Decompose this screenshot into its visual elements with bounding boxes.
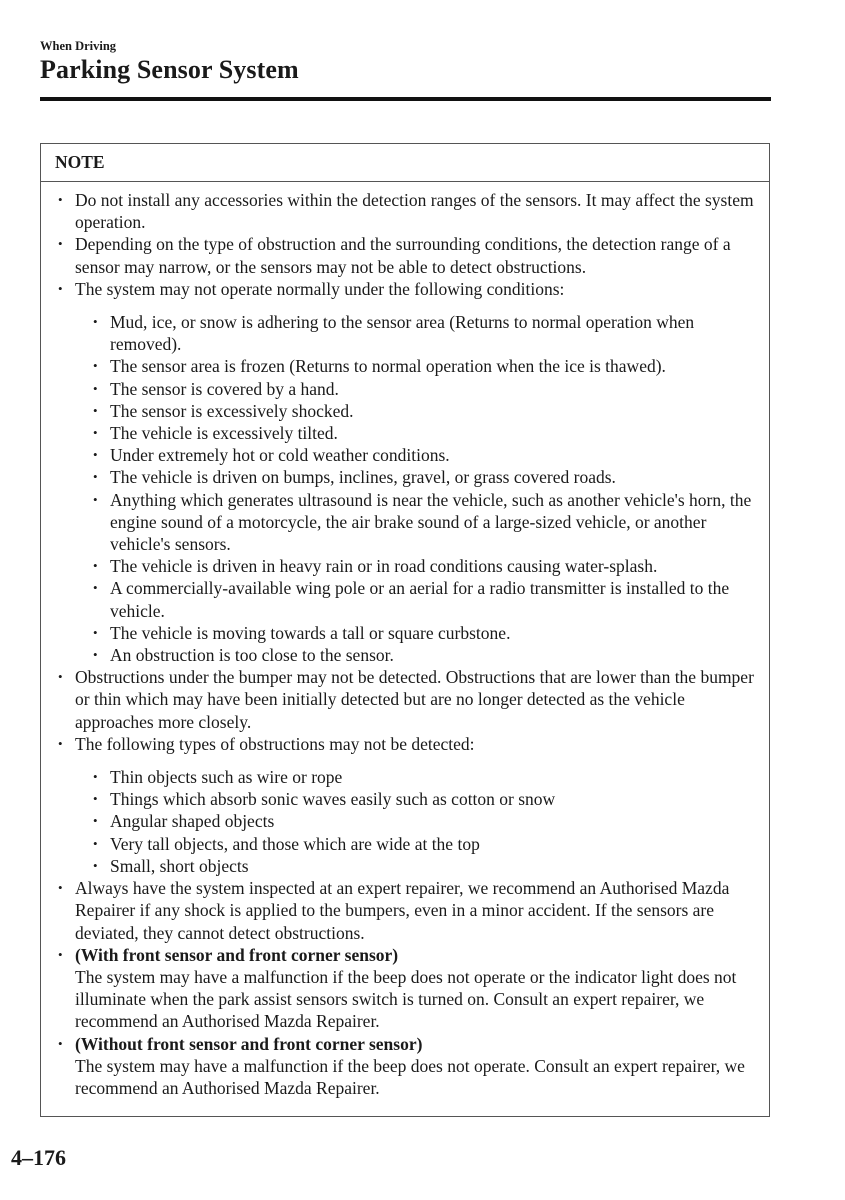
condition-item: • The vehicle is moving towards a tall or square curbstone. (92, 622, 759, 644)
conditions-list (92, 311, 759, 666)
obstruction-type-item: • Very tall objects, and those which are wide at the top (92, 833, 759, 855)
condition-item: • The vehicle is excessively tilted. (92, 422, 759, 444)
note-item: • Always have the system inspected at an expert repairer, we recommend an Authorised Mazda Repairer if any shock is applied to the bumpers, even in a minor accident. If the sensors are deviated, they cannot detect obstructions. (57, 877, 759, 944)
obstruction-types-list (92, 766, 759, 877)
note-item-front-sensor (57, 944, 759, 1033)
condition-item: • An obstruction is too close to the sensor. (92, 644, 759, 666)
page-number: 4–176 (11, 1145, 66, 1170)
condition-item: • The sensor is excessively shocked. (92, 400, 759, 422)
obstruction-type-item: • Thin objects such as wire or rope (92, 766, 759, 788)
note-item (57, 278, 759, 666)
obstruction-type-item: • Small, short objects (92, 855, 759, 877)
note-body (41, 182, 769, 1099)
obstruction-type-item: • Things which absorb sonic waves easily such as cotton or snow (92, 788, 759, 810)
condition-item: • The sensor area is frozen (Returns to normal operation when the ice is thawed). (92, 355, 759, 377)
note-item-text: The system may not operate normally under the following conditions: (75, 278, 565, 299)
note-item-text: The system may have a malfunction if the beep does not operate or the indicator light does not illuminate when the park assist sensors switch is turned on. Consult an expert repairer, we recommend an Authorised Mazda Repairer. (75, 966, 737, 1032)
note-item: • Obstructions under the bumper may not be detected. Obstructions that are lower than the bumper or thin which may have been initially detected but are no longer detected as the vehicle approaches more closely. (57, 666, 759, 733)
title-divider (40, 97, 771, 101)
note-item (57, 733, 759, 877)
note-item: • Depending on the type of obstruction and the surrounding conditions, the detection range of a sensor may narrow, or the sensors may not be able to detect obstructions. (57, 233, 759, 277)
note-item-text: The system may have a malfunction if the beep does not operate. Consult an expert repairer, we recommend an Authorised Mazda Repairer. (75, 1055, 745, 1098)
note-item-heading: • (With front sensor and front corner sensor) (75, 944, 399, 965)
condition-item: • Mud, ice, or snow is adhering to the sensor area (Returns to normal operation when removed). (92, 311, 759, 355)
obstruction-type-item: • Angular shaped objects (92, 810, 759, 832)
condition-item: • Anything which generates ultrasound is near the vehicle, such as another vehicle's horn, the engine sound of a motorcycle, the air brake sound of a large-sized vehicle, or another vehicle's sensors. (92, 489, 759, 556)
note-item-no-front-sensor (57, 1033, 759, 1100)
note-item: • Do not install any accessories within the detection ranges of the sensors. It may affect the system operation. (57, 189, 759, 233)
note-item-text: The following types of obstructions may not be detected: (75, 733, 475, 754)
note-box (40, 143, 770, 1117)
condition-item: • The vehicle is driven in heavy rain or in road conditions causing water-splash. (92, 555, 759, 577)
section-label: When Driving (40, 39, 117, 53)
condition-item: • The sensor is covered by a hand. (92, 378, 759, 400)
condition-item: • A commercially-available wing pole or an aerial for a radio transmitter is installed to the vehicle. (92, 577, 759, 621)
condition-item: • Under extremely hot or cold weather conditions. (92, 444, 759, 466)
page-title: Parking Sensor System (40, 55, 299, 84)
condition-item: • The vehicle is driven on bumps, inclines, gravel, or grass covered roads. (92, 466, 759, 488)
note-header: NOTE (41, 144, 769, 182)
note-item-heading: • (Without front sensor and front corner sensor) (75, 1033, 423, 1054)
